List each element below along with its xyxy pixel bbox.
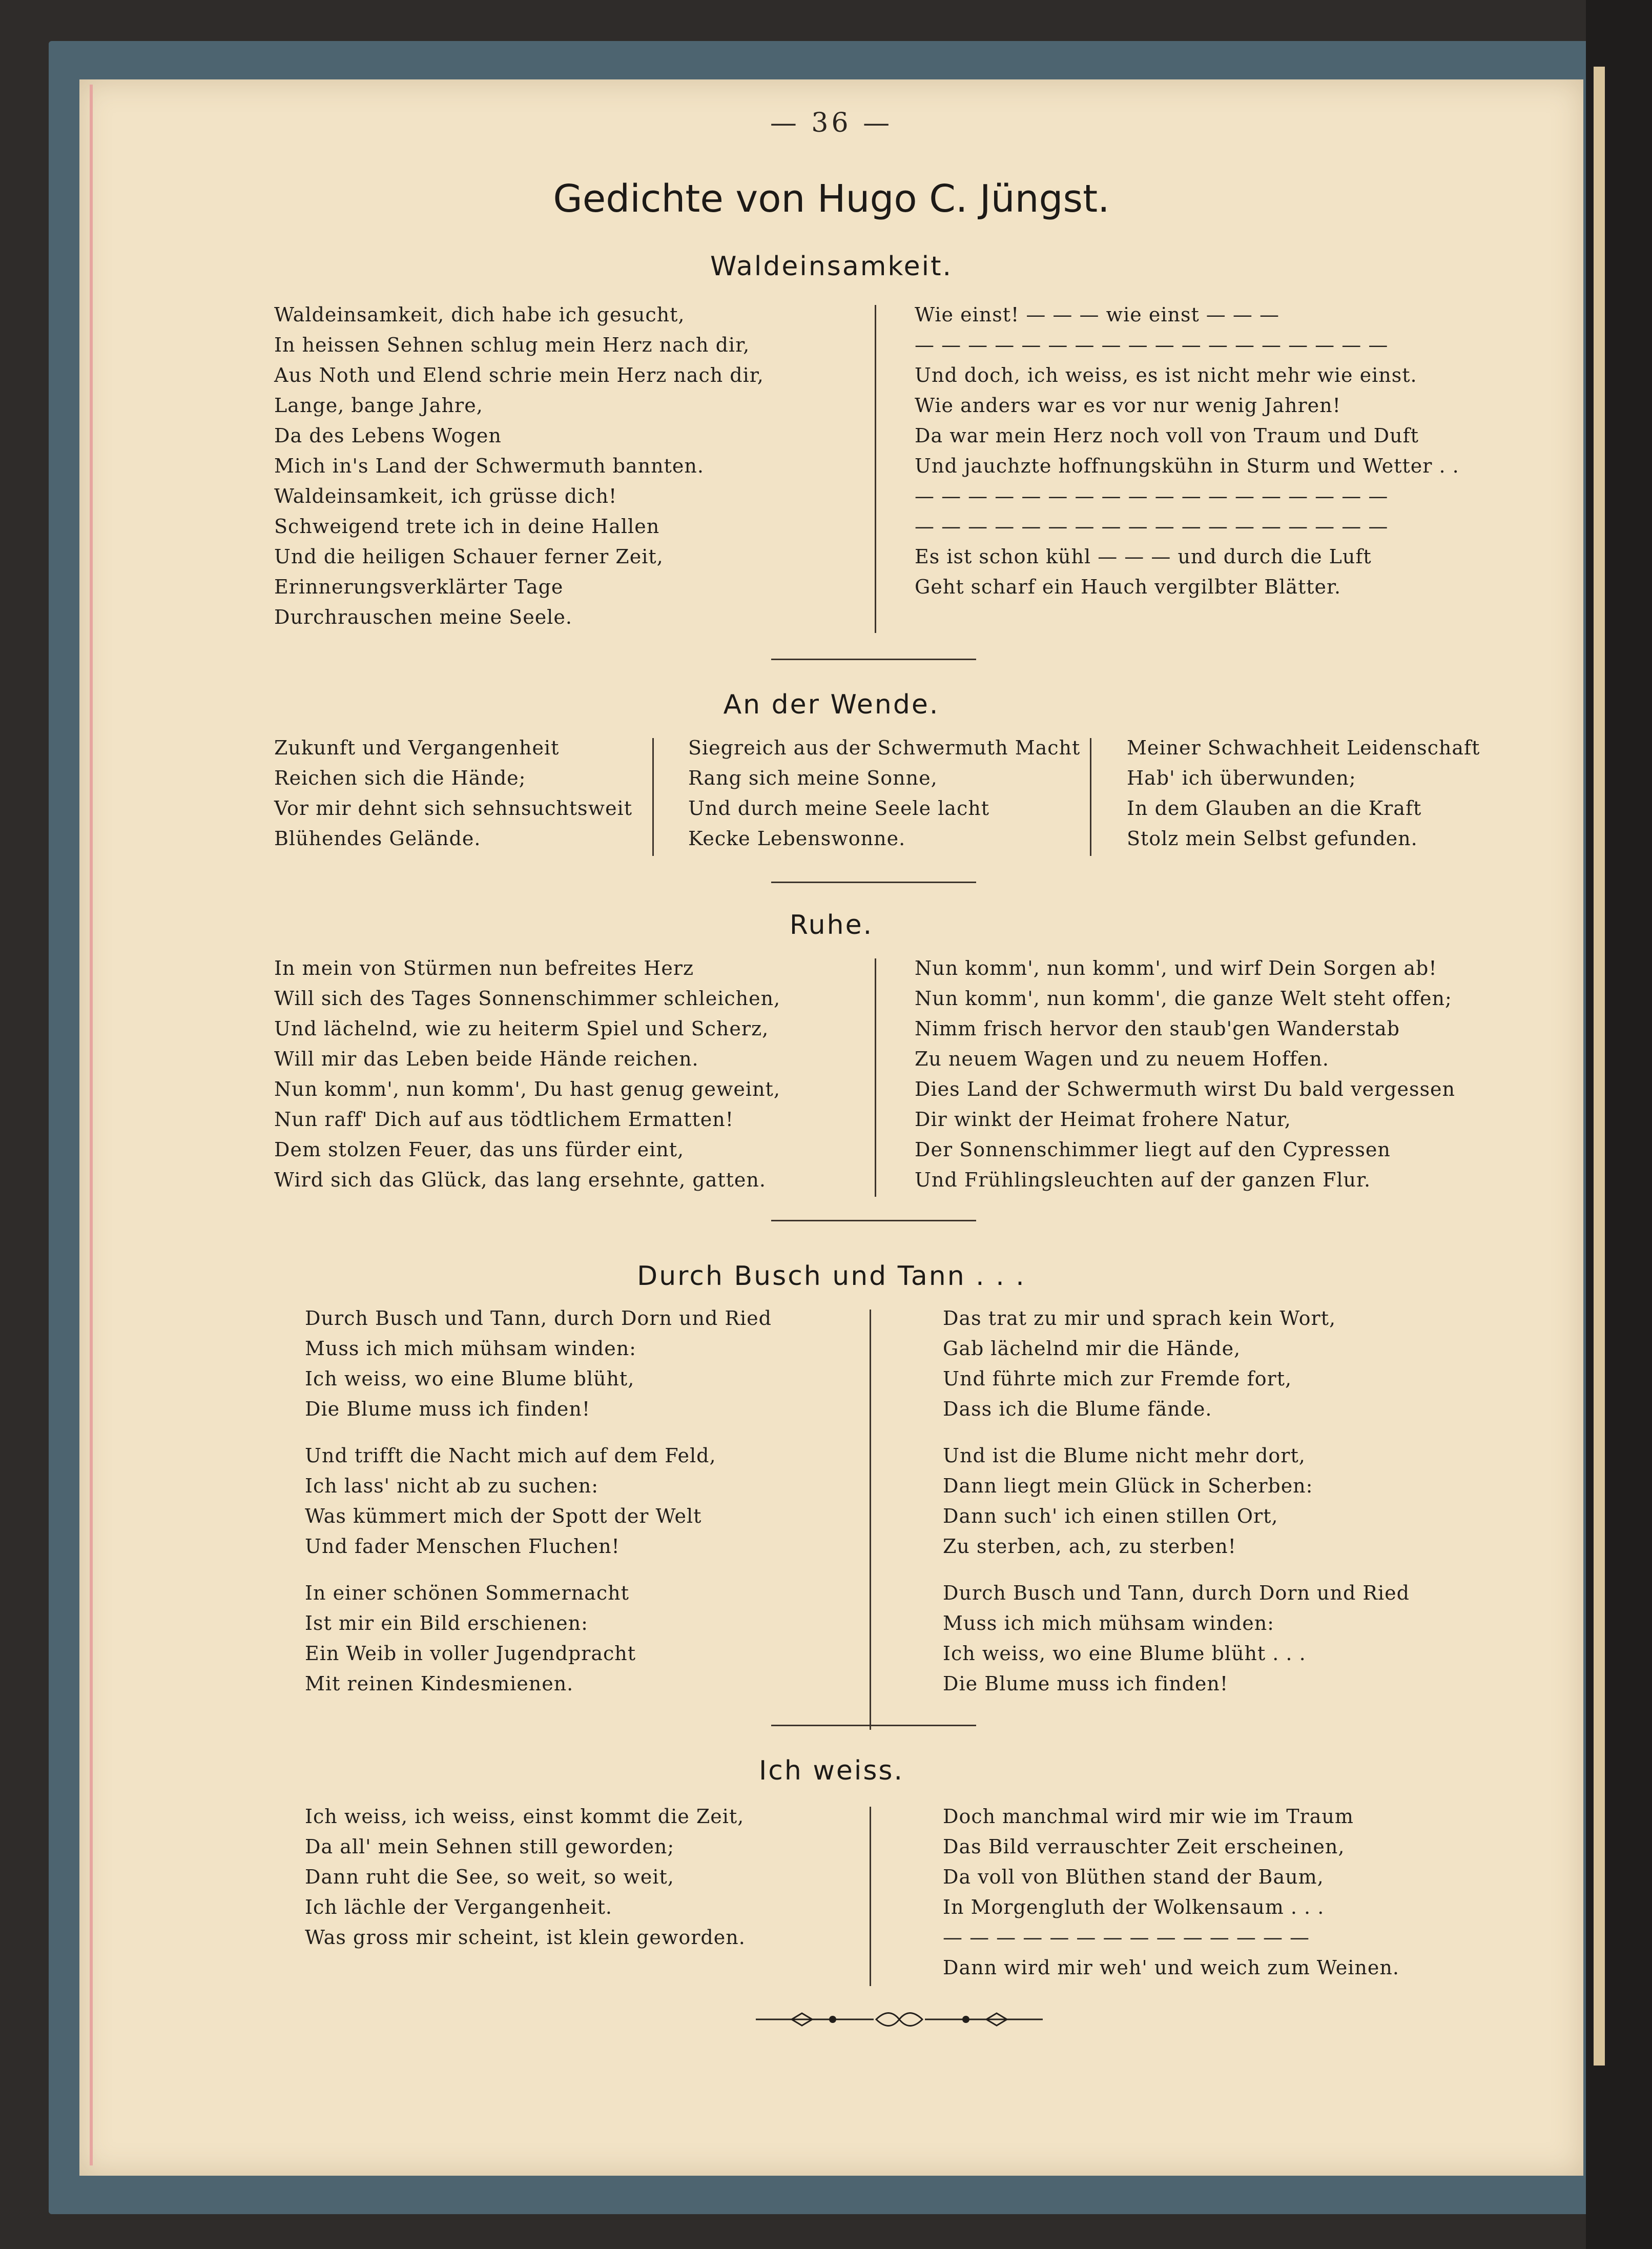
poem-line: Reichen sich die Hände; — [274, 767, 526, 789]
section-rule — [771, 1725, 976, 1726]
poem-line: Dem stolzen Feuer, das uns fürder eint, — [274, 1138, 685, 1161]
poem-line: — — — — — — — — — — — — — — — [943, 1926, 1310, 1949]
poem-line: Doch manchmal wird mir wie im Traum — [943, 1805, 1354, 1828]
poem-line: Wie anders war es vor nur wenig Jahren! — [915, 394, 1341, 417]
poem-ruhe-left — [274, 953, 780, 1195]
poem-line: Ich weiss, ich weiss, einst kommt die Zeit, — [305, 1805, 745, 1828]
poem-line: Aus Noth und Elend schrie mein Herz nach dir, — [274, 364, 764, 386]
poem-line: Siegreich aus der Schwermuth Macht — [688, 737, 1081, 759]
poem-line: In Morgengluth der Wolkensaum . . . — [943, 1896, 1325, 1918]
stanza — [943, 1578, 1410, 1699]
poem-line: Kecke Lebenswonne. — [688, 827, 906, 850]
poem-line: Die Blume muss ich finden! — [943, 1672, 1229, 1695]
column-divider — [870, 1807, 871, 1986]
poem-an-der-wende-col3 — [1127, 733, 1480, 854]
poem-line: Ein Weib in voller Jugendpracht — [305, 1642, 636, 1665]
poem-line: Durch Busch und Tann, durch Dorn und Ried — [305, 1307, 772, 1330]
poem-line: Erinnerungsverklärter Tage — [274, 576, 564, 598]
poem-line: Muss ich mich mühsam winden: — [305, 1337, 636, 1360]
poem-line: Dass ich die Blume fände. — [943, 1398, 1212, 1420]
poem-title-waldeinsamkeit: Waldeinsamkeit. — [710, 251, 953, 282]
poem-line: Dann ruht die See, so weit, so weit, — [305, 1866, 674, 1888]
stanza — [943, 1441, 1410, 1562]
poem-line: Dir winkt der Heimat frohere Natur, — [915, 1108, 1291, 1131]
section-rule — [771, 659, 976, 660]
column-divider — [875, 305, 876, 633]
poem-line: Was gross mir scheint, ist klein geworden. — [305, 1926, 746, 1949]
poem-waldeinsamkeit-right — [915, 300, 1459, 602]
poem-line: Geht scharf ein Hauch vergilbter Blätter. — [915, 576, 1341, 598]
poem-line: Ich lächle der Vergangenheit. — [305, 1896, 613, 1918]
poem-line: Da voll von Blüthen stand der Baum, — [943, 1866, 1324, 1888]
poem-line: Ich weiss, wo eine Blume blüht . . . — [943, 1642, 1306, 1665]
poem-title-ruhe: Ruhe. — [789, 910, 874, 941]
poem-line: Blühendes Gelände. — [274, 827, 481, 850]
stanza — [943, 1303, 1410, 1424]
page — [79, 79, 1583, 2176]
poem-line: Ich lass' nicht ab zu suchen: — [305, 1475, 599, 1497]
poem-line: Stolz mein Selbst gefunden. — [1127, 827, 1418, 850]
poem-line: Was kümmert mich der Spott der Welt — [305, 1505, 702, 1527]
poem-line: Nun komm', nun komm', die ganze Welt steht offen; — [915, 987, 1452, 1010]
page-number: — 36 — — [770, 108, 893, 138]
poem-line: Zukunft und Vergangenheit — [274, 737, 560, 759]
poem-line: — — — — — — — — — — — — — — — — — — — [915, 515, 1389, 538]
poem-line: Da des Lebens Wogen — [274, 424, 502, 447]
poem-line: Muss ich mich mühsam winden: — [943, 1612, 1274, 1634]
poem-ich-weiss-left — [305, 1802, 746, 1953]
poem-line: Es ist schon kühl — — — und durch die Luft — [915, 545, 1372, 568]
poem-line: Meiner Schwachheit Leidenschaft — [1127, 737, 1480, 759]
poem-line: Nimm frisch hervor den staub'gen Wanderstab — [915, 1017, 1400, 1040]
column-divider — [652, 738, 654, 856]
poem-ich-weiss-right — [943, 1802, 1399, 1983]
poem-line: Gab lächelnd mir die Hände, — [943, 1337, 1241, 1360]
poem-an-der-wende-col2 — [688, 733, 1080, 854]
poem-line: Hab' ich überwunden; — [1127, 767, 1356, 789]
poem-line: Da all' mein Sehnen still geworden; — [305, 1835, 675, 1858]
section-rule — [771, 882, 976, 883]
column-divider — [875, 958, 876, 1197]
column-divider — [870, 1310, 871, 1730]
poem-line: Ist mir ein Bild erschienen: — [305, 1612, 588, 1634]
poem-line: Und doch, ich weiss, es ist nicht mehr wie einst. — [915, 364, 1417, 386]
stanza — [305, 1441, 772, 1562]
column-divider — [1090, 738, 1091, 856]
poem-ruhe-right — [915, 953, 1455, 1195]
poem-title-ich-weiss: Ich weiss. — [758, 1755, 904, 1786]
poem-line: Mich in's Land der Schwermuth bannten. — [274, 455, 704, 477]
poem-line: In heissen Sehnen schlug mein Herz nach dir, — [274, 334, 750, 356]
poem-line: Will mir das Leben beide Hände reichen. — [274, 1048, 699, 1070]
page-title: Gedichte von Hugo C. Jüngst. — [553, 177, 1110, 221]
margin-line — [90, 85, 93, 2165]
poem-line: Da war mein Herz noch voll von Traum und Duft — [915, 424, 1419, 447]
stanza — [305, 1578, 772, 1699]
poem-line: Nun komm', nun komm', und wirf Dein Sorgen ab! — [915, 957, 1437, 979]
poem-line: Und führte mich zur Fremde fort, — [943, 1367, 1292, 1390]
poem-line: In einer schönen Sommernacht — [305, 1582, 629, 1604]
poem-line: Der Sonnenschimmer liegt auf den Cypressen — [915, 1138, 1391, 1161]
poem-line: Und durch meine Seele lacht — [688, 797, 989, 820]
poem-title-an-der-wende: An der Wende. — [723, 689, 940, 720]
poem-line: Dies Land der Schwermuth wirst Du bald vergessen — [915, 1078, 1455, 1100]
poem-line: Vor mir dehnt sich sehnsuchtsweit — [274, 797, 632, 820]
poem-line: Und fader Menschen Fluchen! — [305, 1535, 620, 1558]
poem-line: Und lächelnd, wie zu heiterm Spiel und Scherz, — [274, 1017, 769, 1040]
poem-line: Zu sterben, ach, zu sterben! — [943, 1535, 1236, 1558]
poem-durch-busch-left — [305, 1303, 772, 1715]
poem-line: Schweigend trete ich in deine Hallen — [274, 515, 660, 538]
poem-line: Durchrauschen meine Seele. — [274, 606, 572, 628]
poem-line: Wird sich das Glück, das lang ersehnte, gatten. — [274, 1169, 766, 1191]
poem-line: Wie einst! — — — wie einst — — — — [915, 303, 1279, 326]
poem-line: Waldeinsamkeit, ich grüsse dich! — [274, 485, 617, 507]
poem-line: Mit reinen Kindesmienen. — [305, 1672, 574, 1695]
poem-line: Durch Busch und Tann, durch Dorn und Ried — [943, 1582, 1410, 1604]
stanza — [305, 1303, 772, 1424]
poem-line: Will sich des Tages Sonnenschimmer schleichen, — [274, 987, 781, 1010]
poem-line: Lange, bange Jahre, — [274, 394, 483, 417]
poem-durch-busch-right — [943, 1303, 1410, 1715]
ornament-tailpiece-icon — [746, 2004, 1053, 2035]
poem-line: Nun komm', nun komm', Du hast genug geweint, — [274, 1078, 780, 1100]
poem-line: In mein von Stürmen nun befreites Herz — [274, 957, 694, 979]
poem-line: Rang sich meine Sonne, — [688, 767, 938, 789]
facing-page-edge — [1594, 67, 1605, 2066]
poem-line: Die Blume muss ich finden! — [305, 1398, 591, 1420]
poem-line: In dem Glauben an die Kraft — [1127, 797, 1422, 820]
poem-line: Nun raff' Dich auf aus tödtlichem Ermatten! — [274, 1108, 734, 1131]
poem-line: Ich weiss, wo eine Blume blüht, — [305, 1367, 635, 1390]
poem-line: Und jauchzte hoffnungskühn in Sturm und Wetter . . — [915, 455, 1459, 477]
poem-line: Zu neuem Wagen und zu neuem Hoffen. — [915, 1048, 1329, 1070]
poem-line: Das trat zu mir und sprach kein Wort, — [943, 1307, 1336, 1330]
poem-line: Und trifft die Nacht mich auf dem Feld, — [305, 1444, 716, 1467]
poem-line: Das Bild verrauschter Zeit erscheinen, — [943, 1835, 1345, 1858]
poem-line: — — — — — — — — — — — — — — — — — — — [915, 485, 1389, 507]
poem-an-der-wende-col1 — [274, 733, 632, 854]
poem-line: Waldeinsamkeit, dich habe ich gesucht, — [274, 303, 685, 326]
poem-line: Und Frühlingsleuchten auf der ganzen Flur. — [915, 1169, 1371, 1191]
poem-line: Und ist die Blume nicht mehr dort, — [943, 1444, 1306, 1467]
poem-title-durch-busch-und-tann: Durch Busch und Tann . . . — [637, 1261, 1026, 1292]
section-rule — [771, 1220, 976, 1221]
poem-line: Dann such' ich einen stillen Ort, — [943, 1505, 1278, 1527]
poem-line: Dann liegt mein Glück in Scherben: — [943, 1475, 1313, 1497]
poem-line: Und die heiligen Schauer ferner Zeit, — [274, 545, 664, 568]
poem-line: Dann wird mir weh' und weich zum Weinen. — [943, 1956, 1399, 1979]
poem-line: — — — — — — — — — — — — — — — — — — — [915, 334, 1389, 356]
poem-waldeinsamkeit-left — [274, 300, 764, 632]
